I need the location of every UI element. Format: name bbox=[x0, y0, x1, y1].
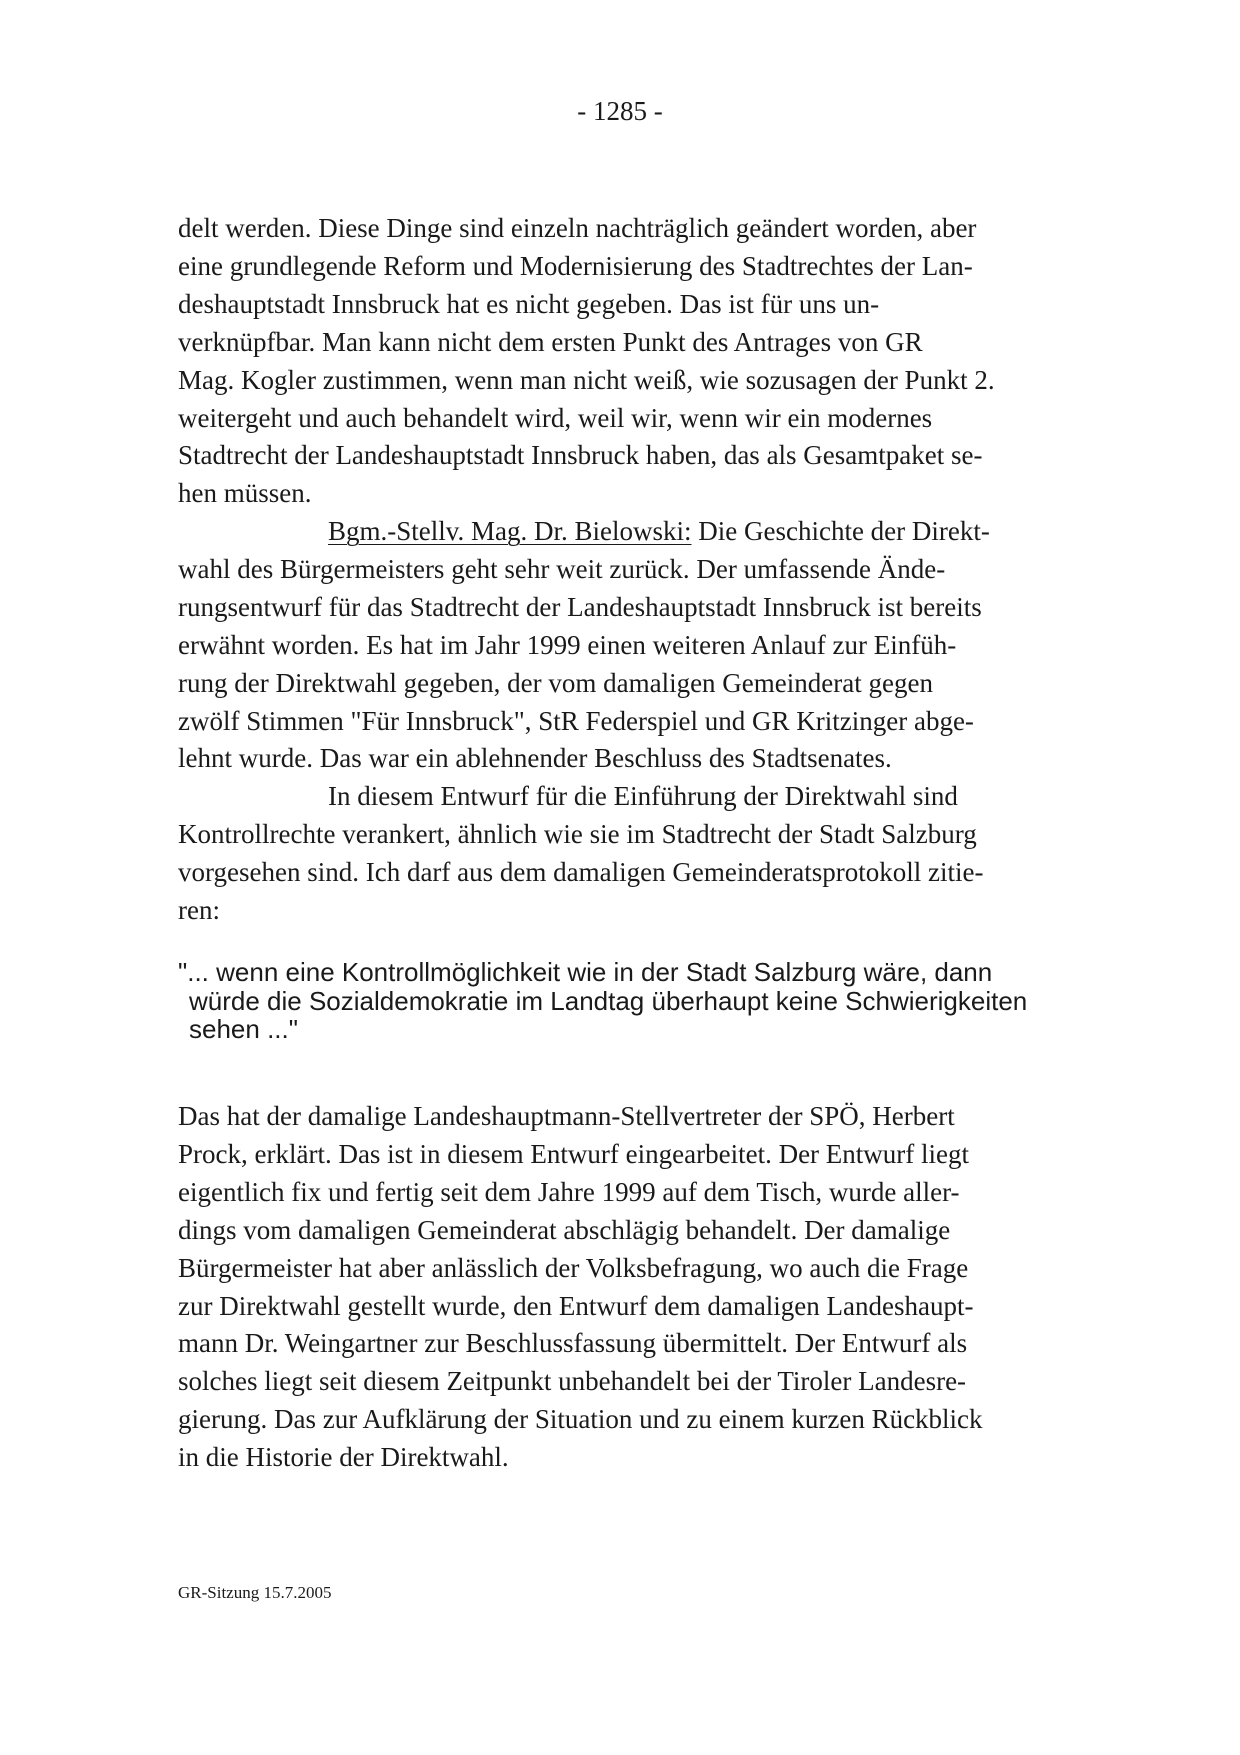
page-number: - 1285 - bbox=[577, 96, 663, 126]
speaker-line bbox=[178, 513, 990, 551]
text-line: solches liegt seit diesem Zeitpunkt unbehandelt bei der Tiroler Landesre- bbox=[178, 1366, 967, 1397]
paragraph-4 bbox=[178, 1098, 983, 1477]
text-line: wahl des Bürgermeisters geht sehr weit zurück. Der umfassende Ände- bbox=[178, 553, 946, 584]
text-line: rungsentwurf für das Stadtrecht der Landeshauptstadt Innsbruck ist bereits bbox=[178, 591, 982, 622]
text-line: In diesem Entwurf für die Einführung der Direktwahl sind bbox=[328, 781, 958, 811]
text-line: Stadtrecht der Landeshauptstadt Innsbruck haben, das als Gesamtpaket se- bbox=[178, 440, 983, 471]
quote-line: "... wenn eine Kontrollmöglichkeit wie in der Stadt Salzburg wäre, dann bbox=[178, 957, 993, 987]
text-line: Prock, erklärt. Das ist in diesem Entwurf eingearbeitet. Der Entwurf liegt bbox=[178, 1138, 970, 1169]
text-line: gierung. Das zur Aufklärung der Situation und zu einem kurzen Rückblick bbox=[178, 1404, 983, 1435]
text-line: erwähnt worden. Es hat im Jahr 1999 einen weiteren Anlauf zur Einfüh- bbox=[178, 629, 957, 660]
text-line: lehnt wurde. Das war ein ablehnender Beschluss des Stadtsenates. bbox=[178, 743, 892, 774]
text-line: eigentlich fix und fertig seit dem Jahre 1999 auf dem Tisch, wurde aller- bbox=[178, 1176, 960, 1207]
speaker-name: Bgm.-Stellv. Mag. Dr. Bielowski: bbox=[328, 516, 692, 546]
text-line: deshauptstadt Innsbruck hat es nicht gegeben. Das ist für uns un- bbox=[178, 288, 880, 319]
text-line: mann Dr. Weingartner zur Beschlussfassung übermittelt. Der Entwurf als bbox=[178, 1328, 968, 1359]
quotation-block bbox=[178, 958, 1027, 1044]
text-line: dings vom damaligen Gemeinderat abschlägig behandelt. Der damalige bbox=[178, 1214, 951, 1245]
text-line: delt werden. Diese Dinge sind einzeln nachträglich geändert worden, aber bbox=[178, 213, 977, 243]
paragraph-1 bbox=[178, 210, 995, 513]
text-line: verknüpfbar. Man kann nicht dem ersten Punkt des Antrages von GR bbox=[178, 326, 923, 357]
paragraph-3 bbox=[178, 778, 984, 930]
paragraph-2 bbox=[178, 513, 990, 778]
text-line: ren: bbox=[178, 894, 220, 925]
text-line: hen müssen. bbox=[178, 478, 312, 509]
text-line: Mag. Kogler zustimmen, wenn man nicht weiß, wie sozusagen der Punkt 2. bbox=[178, 364, 995, 395]
text-line: Bürgermeister hat aber anlässlich der Volksbefragung, wo auch die Frage bbox=[178, 1252, 969, 1283]
text-line: in die Historie der Direktwahl. bbox=[178, 1442, 509, 1473]
text-line: weitergeht und auch behandelt wird, weil wir, wenn wir ein modernes bbox=[178, 402, 933, 433]
quote-line: würde die Sozialdemokratie im Landtag überhaupt keine Schwierigkeiten bbox=[189, 985, 1028, 1016]
text-line: vorgesehen sind. Ich darf aus dem damaligen Gemeinderatsprotokoll zitie- bbox=[178, 856, 984, 887]
text-line: zur Direktwahl gestellt wurde, den Entwurf dem damaligen Landeshaupt- bbox=[178, 1290, 974, 1321]
text-segment: Die Geschichte der Direkt- bbox=[691, 516, 990, 546]
quote-line: sehen ..." bbox=[189, 1014, 298, 1044]
footer-session-date: GR-Sitzung 15.7.2005 bbox=[178, 1583, 332, 1602]
text-line: zwölf Stimmen "Für Innsbruck", StR Federspiel und GR Kritzinger abge- bbox=[178, 705, 974, 736]
text-line: eine grundlegende Reform und Modernisierung des Stadtrechtes der Lan- bbox=[178, 250, 973, 281]
text-line: rung der Direktwahl gegeben, der vom damaligen Gemeinderat gegen bbox=[178, 667, 933, 698]
text-line: Das hat der damalige Landeshauptmann-Stellvertreter der SPÖ, Herbert bbox=[178, 1101, 955, 1131]
text-line: Kontrollrechte verankert, ähnlich wie sie im Stadtrecht der Stadt Salzburg bbox=[178, 818, 977, 849]
